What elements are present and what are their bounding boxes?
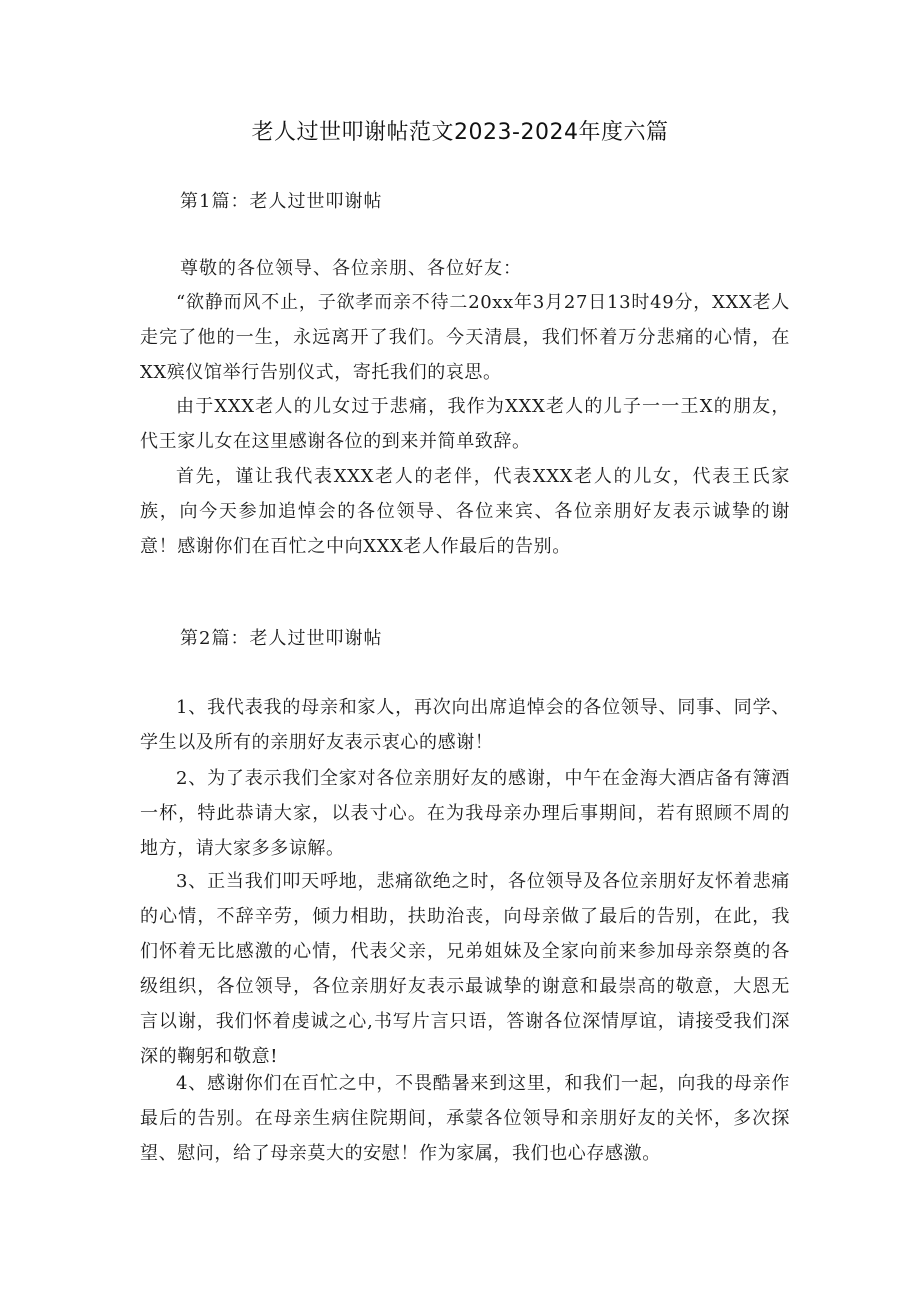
salutation: 尊敬的各位领导、各位亲朋、各位好友： xyxy=(180,258,522,279)
document-title: 老人过世叩谢帖范文2023-2024年度六篇 xyxy=(251,120,669,145)
section-2-paragraph-2: 2、为了表示我们全家对各位亲朋好友的感谢，中午在金海大酒店备有簿酒一杯，特此恭请大家，以表寸心。在为我母亲办理后事期间，若有照顾不周的地方，请大家多多谅解。 xyxy=(140,768,790,859)
section-1-paragraph-3: 首先，谨让我代表XXX老人的老伴，代表XXX老人的儿女，代表王氏家族，向今天参加追悼会的各位领导、各位来宾、各位亲朋好友表示诚挚的谢意！感谢你们在百忙之中向XXX老人作最后的告别。 xyxy=(140,466,790,557)
section-2-paragraph-3: 3、正当我们叩天呼地，悲痛欲绝之时，各位领导及各位亲朋好友怀着悲痛的心情，不辞辛劳，倾力相助，扶助治丧，向母亲做了最后的告别，在此，我们怀着无比感激的心情，代表父亲，兄弟姐妹及全家向前来参加母亲祭奠的各级组织，各位领导，各位亲朋好友表示最诚挚的谢意和最崇高的敬意，大恩无言以谢，我们怀着虔诚之心,书写片言只语，答谢各位深情厚谊，请接受我们深深的鞠躬和敬意! xyxy=(140,871,790,1067)
section-1-paragraph-2: 由于XXX老人的儿女过于悲痛，我作为XXX老人的儿子一一王X的朋友，代王家儿女在这里感谢各位的到来并简单致辞。 xyxy=(140,396,790,452)
section-2-heading: 第2篇：老人过世叩谢帖 xyxy=(180,628,383,649)
section-2-paragraph-1: 1、我代表我的母亲和家人，再次向出席追悼会的各位领导、同事、同学、学生以及所有的亲朋好友表示衷心的感谢！ xyxy=(140,697,790,753)
section-2-paragraph-4: 4、感谢你们在百忙之中，不畏酷暑来到这里，和我们一起，向我的母亲作最后的告别。在母亲生病住院期间，承蒙各位领导和亲朋好友的关怀，多次探望、慰问，给了母亲莫大的安慰！作为家属，我们也心存感激。 xyxy=(140,1073,790,1164)
section-1-heading: 第1篇：老人过世叩谢帖 xyxy=(180,191,383,212)
section-1-paragraph-1: “欲静而风不止，子欲孝而亲不待二20xx年3月27日13时49分，XXX老人走完了他的一生，永远离开了我们。今天清晨，我们怀着万分悲痛的心情，在XX殡仪馆举行告别仪式，寄托我们的哀思。 xyxy=(140,292,790,383)
